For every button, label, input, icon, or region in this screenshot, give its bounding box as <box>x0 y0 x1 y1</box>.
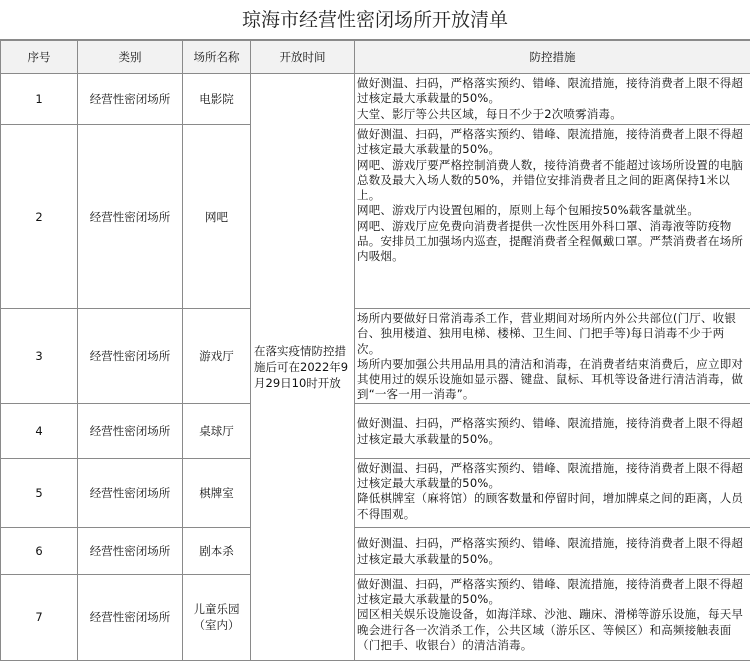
table-row <box>1 125 750 309</box>
measure-text: 网吧、游戏厅应免费向消费者提供一次性医用外科口罩、消毒液等防疫物品。安排员工加强场内巡查，提醒消费者全程佩戴口罩。严禁消费者在场所内吸烟。 <box>357 219 747 265</box>
row-category: 经营性密闭场所 <box>78 574 183 660</box>
row-venue-name: 游戏厅 <box>183 309 251 404</box>
measure-text: 场所内要做好日常消毒杀工作，营业期间对场所内外公共部位(门厅、收银台、独用楼道、独用电梯、楼梯、卫生间、门把手等)每日消毒不少于两次。 <box>357 311 747 357</box>
header-category: 类别 <box>78 41 183 74</box>
row-venue-name: 桌球厅 <box>183 403 251 458</box>
measure-text: 做好测温、扫码，严格落实预约、错峰、限流措施，接待消费者上限不得超过核定最大承载量的50%。 <box>357 76 747 107</box>
row-measures <box>355 403 750 458</box>
row-no: 4 <box>1 403 78 458</box>
measure-text: 降低棋牌室（麻将馆）的顾客数量和停留时间，增加牌桌之间的距离，人员不得围观。 <box>357 491 747 522</box>
row-no: 5 <box>1 458 78 527</box>
table-row <box>1 74 750 125</box>
row-no: 2 <box>1 125 78 309</box>
row-measures <box>355 458 750 527</box>
row-venue-name <box>183 574 251 660</box>
header-row <box>1 41 750 74</box>
row-venue-name: 网吧 <box>183 125 251 309</box>
measure-text: 网吧、游戏厅要严格控制消费人数，接待消费者不能超过该场所设置的电脑总数及最大入场人数的50%，并错位安排消费者且之间的距离保持1米以上。 <box>357 158 747 204</box>
row-measures <box>355 574 750 660</box>
measure-text: 场所内要加强公共用品用具的清洁和消毒，在消费者结束消费后，应立即对其使用过的娱乐设施如显示器、键盘、鼠标、耳机等设备进行清洁消毒，做到“一客一用一消毒”。 <box>357 357 747 403</box>
row-measures <box>355 527 750 574</box>
venue-table <box>0 40 750 661</box>
header-measures: 防控措施 <box>355 41 750 74</box>
table-row <box>1 574 750 660</box>
venue-name-line: 儿童乐园 <box>183 601 250 617</box>
row-no: 3 <box>1 309 78 404</box>
row-no: 6 <box>1 527 78 574</box>
measure-text: 做好测温、扫码，严格落实预约、错峰、限流措施，接待消费者上限不得超过核定最大承载量的50%。 <box>357 536 747 567</box>
measure-text: 园区相关娱乐设施设备，如海洋球、沙池、蹦床、滑梯等游乐设施，每天早晚会进行各一次消杀工作，公共区域（游乐区、等候区）和高频接触表面（门把手、收银台）的清洁消毒。 <box>357 607 747 653</box>
row-venue-name: 棋牌室 <box>183 458 251 527</box>
venue-name-line: （室内） <box>183 617 250 633</box>
row-category: 经营性密闭场所 <box>78 74 183 125</box>
table-row <box>1 403 750 458</box>
row-no: 7 <box>1 574 78 660</box>
row-category: 经营性密闭场所 <box>78 527 183 574</box>
row-no: 1 <box>1 74 78 125</box>
row-category: 经营性密闭场所 <box>78 309 183 404</box>
measure-text: 做好测温、扫码，严格落实预约、错峰、限流措施，接待消费者上限不得超过核定最大承载量的50%。 <box>357 461 747 492</box>
row-venue-name: 剧本杀 <box>183 527 251 574</box>
open-time-cell: 在落实疫情防控措施后可在2022年9月29日10时开放 <box>251 74 355 661</box>
table-row <box>1 458 750 527</box>
row-measures <box>355 309 750 404</box>
row-category: 经营性密闭场所 <box>78 403 183 458</box>
header-open-time: 开放时间 <box>251 41 355 74</box>
row-measures <box>355 125 750 309</box>
row-category: 经营性密闭场所 <box>78 458 183 527</box>
header-name: 场所名称 <box>183 41 251 74</box>
document-title: 琼海市经营性密闭场所开放清单 <box>0 0 750 40</box>
measure-text: 大堂、影厅等公共区域，每日不少于2次喷雾消毒。 <box>357 107 747 122</box>
table-row <box>1 309 750 404</box>
header-no: 序号 <box>1 41 78 74</box>
measure-text: 做好测温、扫码，严格落实预约、错峰、限流措施，接待消费者上限不得超过核定最大承载量的50%。 <box>357 127 747 158</box>
row-category: 经营性密闭场所 <box>78 125 183 309</box>
table-row <box>1 527 750 574</box>
measure-text: 网吧、游戏厅内设置包厢的，原则上每个包厢按50%载客量就坐。 <box>357 203 747 218</box>
row-measures <box>355 74 750 125</box>
measure-text: 做好测温、扫码，严格落实预约、错峰、限流措施，接待消费者上限不得超过核定最大承载量的50%。 <box>357 577 747 608</box>
measure-text: 做好测温、扫码，严格落实预约、错峰、限流措施，接待消费者上限不得超过核定最大承载量的50%。 <box>357 416 747 447</box>
row-venue-name: 电影院 <box>183 74 251 125</box>
